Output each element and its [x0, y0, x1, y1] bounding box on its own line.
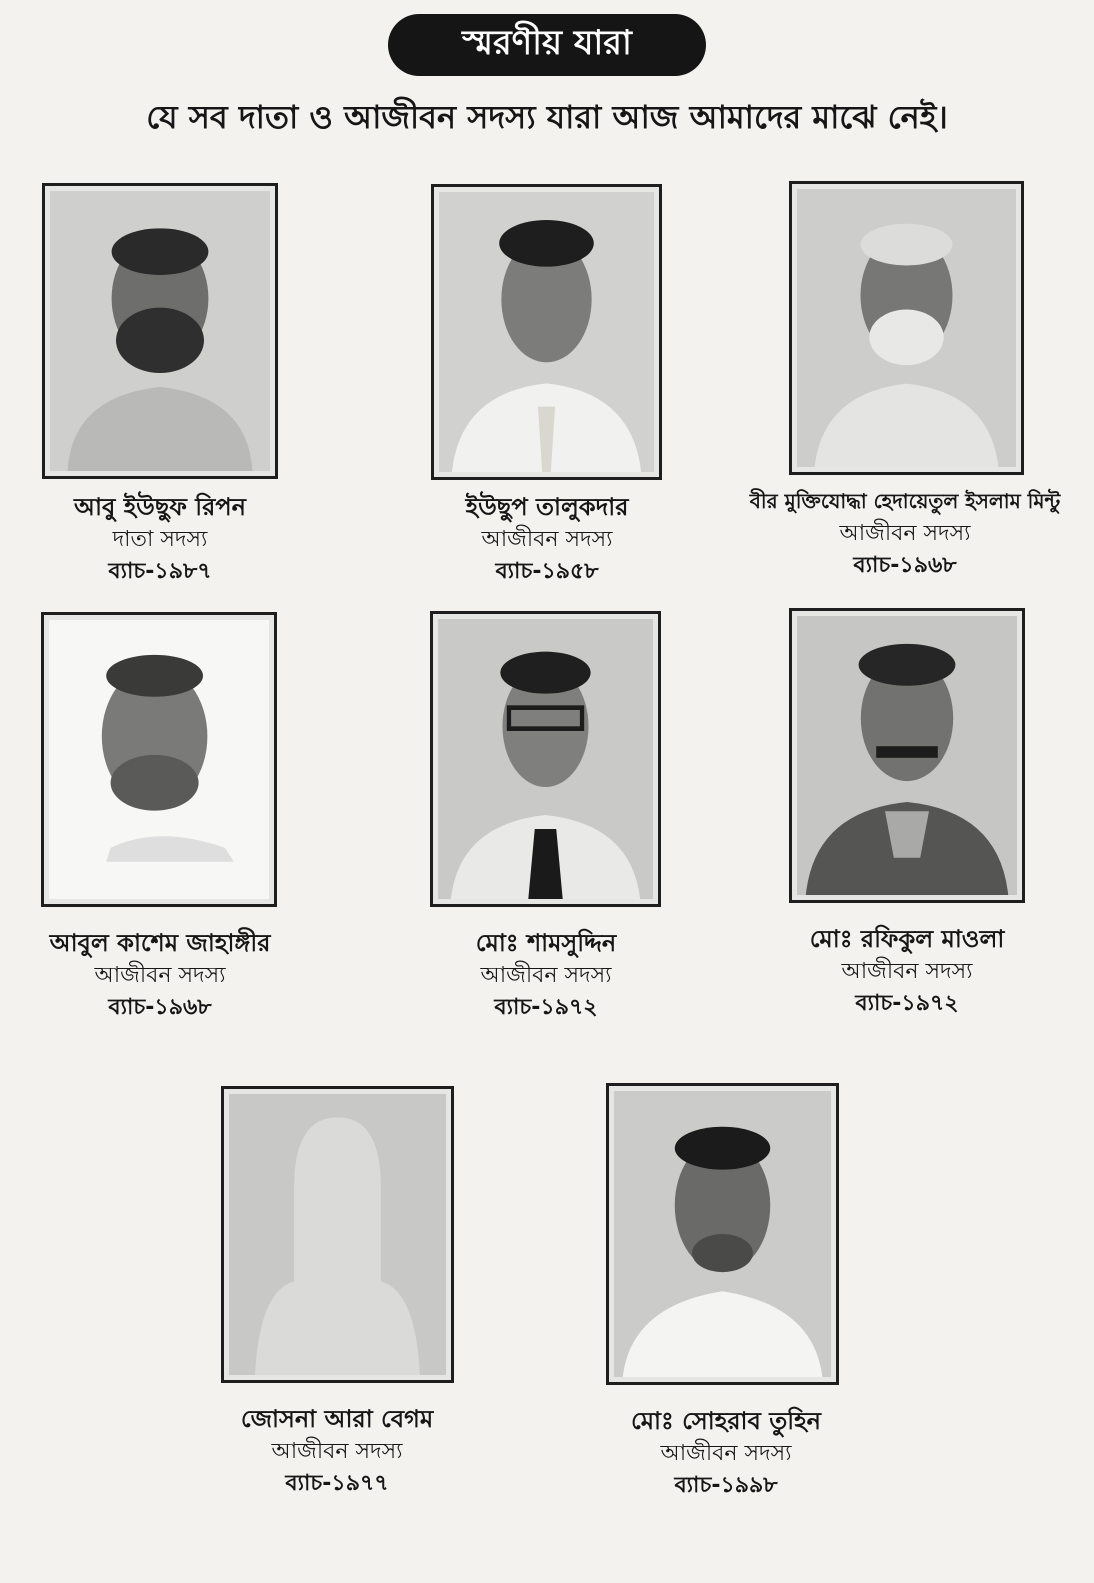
- member-photo-4: [41, 612, 277, 907]
- member-caption-6-5: [396, 926, 696, 1024]
- member-name: আবু ইউছুফ রিপন: [73, 493, 246, 521]
- member-name: জোসনা আরা বেগম: [240, 1405, 434, 1433]
- portrait-image: [50, 191, 270, 471]
- member-batch: ব্যাচ-১৯৬৮: [108, 995, 212, 1020]
- title-banner: [388, 14, 706, 76]
- member-photo-6: [789, 608, 1025, 903]
- member-photo-2: [431, 184, 662, 480]
- member-role: আজীবন সদস্য: [841, 959, 973, 984]
- member-role: আজীবন সদস্য: [94, 963, 226, 988]
- portrait-image: [614, 1091, 831, 1377]
- member-photo-5: [430, 611, 661, 907]
- member-batch: ব্যাচ-১৯৭২: [494, 995, 598, 1020]
- member-batch: ব্যাচ-১৯৫৮: [495, 559, 599, 584]
- member-photo-7: [221, 1086, 454, 1383]
- portrait-image: [229, 1094, 446, 1375]
- member-name: বীর মুক্তিযোদ্ধা হেদায়েতুল ইসলাম মিন্টু: [749, 489, 1061, 513]
- member-role: দাতা সদস্য: [112, 527, 208, 552]
- member-caption-8: [576, 1404, 876, 1502]
- member-caption-2: [397, 490, 697, 588]
- member-photo-3: [789, 181, 1024, 475]
- member-batch: ব্যাচ-১৯৭২: [855, 991, 959, 1016]
- portrait-image: [797, 189, 1016, 467]
- member-caption-1: [10, 490, 310, 588]
- page-title: স্মরণীয় যারা: [462, 22, 632, 63]
- member-role: আজীবন সদস্য: [660, 1441, 792, 1466]
- member-name: আবুল কাশেম জাহাঙ্গীর: [49, 929, 271, 957]
- portrait-image: [797, 616, 1017, 895]
- member-role: আজীবন সদস্য: [481, 527, 613, 552]
- member-name: মোঃ শামসুদ্দিন: [475, 929, 617, 957]
- member-role: আজীবন সদস্য: [839, 521, 971, 546]
- member-name: মোঃ সোহরাব তুহিন: [630, 1407, 822, 1435]
- page-subtitle: যে সব দাতা ও আজীবন সদস্য যারা আজ আমাদের মাঝে নেই।: [146, 98, 948, 136]
- member-batch: ব্যাচ-১৯৭৭: [285, 1471, 389, 1496]
- portrait-image: [49, 620, 269, 899]
- member-caption-7: [187, 1402, 487, 1500]
- member-batch: ব্যাচ-১৯৮৭: [108, 559, 212, 584]
- member-role: আজীবন সদস্য: [271, 1439, 403, 1464]
- member-role: আজীবন সদস্য: [480, 963, 612, 988]
- member-photo-8: [606, 1083, 839, 1385]
- member-photo-1: [42, 183, 278, 479]
- member-caption-6: [757, 922, 1057, 1020]
- member-batch: ব্যাচ-১৯৯৮: [674, 1473, 778, 1498]
- member-batch: ব্যাচ-১৯৬৮: [853, 553, 957, 578]
- member-name: মোঃ রফিকুল মাওলা: [809, 925, 1005, 953]
- portrait-image: [438, 619, 653, 899]
- member-caption-4: [10, 926, 310, 1024]
- portrait-image: [439, 192, 654, 472]
- member-name: ইউছুপ তালুকদার: [465, 493, 629, 521]
- member-caption-3: [720, 484, 1090, 582]
